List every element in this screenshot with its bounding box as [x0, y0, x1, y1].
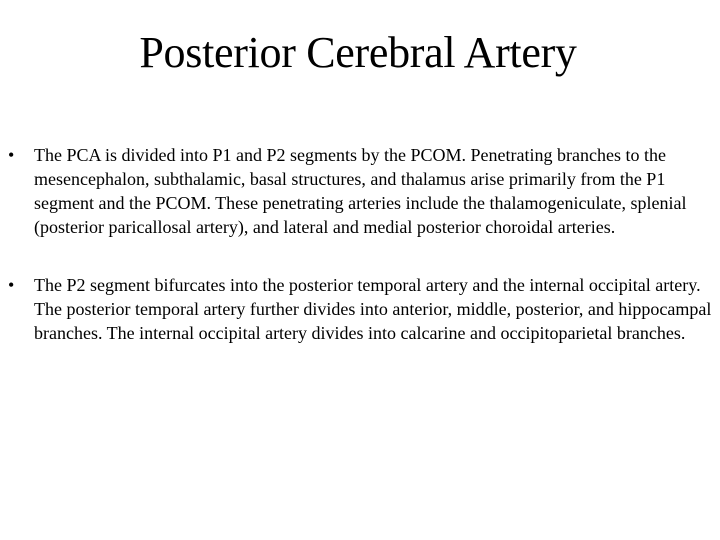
bullet-list — [0, 143, 720, 345]
bullet-item — [0, 143, 720, 239]
slide-title: Posterior Cerebral Artery — [139, 28, 577, 77]
bullet-item — [0, 273, 720, 345]
bullet-marker: • — [8, 145, 15, 165]
bullet-marker: • — [8, 275, 15, 295]
bullet-text: The P2 segment bifurcates into the posterior temporal artery and the internal occipital artery. The posterior temporal artery further divides into anterior, middle, posterior, and hippocampal branches. The internal occipital artery divides into calcarine and occipitoparietal branches. — [34, 275, 712, 343]
bullet-text: The PCA is divided into P1 and P2 segments by the PCOM. Penetrating branches to the mesencephalon, subthalamic, basal structures, and thalamus arise primarily from the P1 segment and the PCOM. These penetrating arteries include the thalamogeniculate, splenial (posterior paricallosal artery), and lateral and medial posterior choroidal arteries. — [34, 145, 687, 237]
